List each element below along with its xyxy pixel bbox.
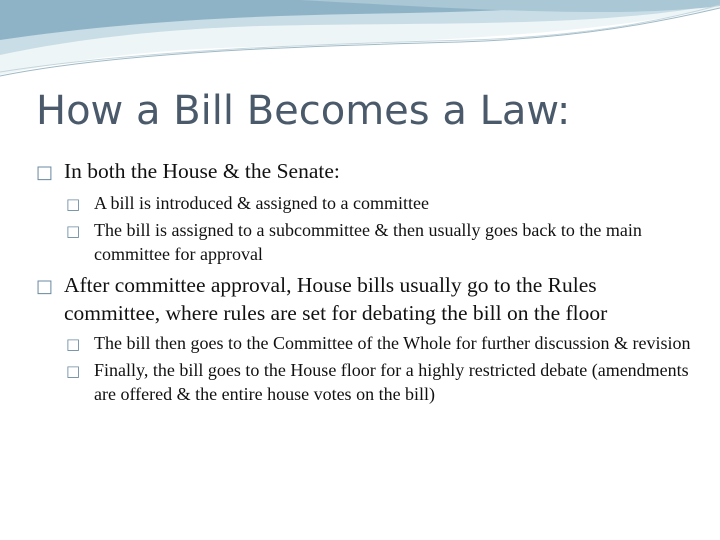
bullet-square-icon: □ — [36, 276, 54, 297]
bullet-square-icon: □ — [66, 222, 81, 240]
slide-body — [36, 158, 696, 409]
bullet-level2 — [66, 219, 696, 266]
bullet-text: After committee approval, House bills usually go to the Rules committee, where rules are set for debating the bill on the floor — [64, 273, 608, 325]
bullet-text: In both the House & the Senate: — [64, 159, 340, 183]
bullet-text: The bill is assigned to a subcommittee & then usually goes back to the main committee for approval — [94, 220, 642, 264]
bullet-level2 — [66, 192, 696, 216]
bullet-text: The bill then goes to the Committee of the Whole for further discussion & revision — [94, 333, 691, 353]
bullet-square-icon: □ — [66, 362, 81, 380]
bullet-text: Finally, the bill goes to the House floor for a highly restricted debate (amendments are offered & the entire house votes on the bill) — [94, 360, 689, 404]
bullet-level1 — [36, 272, 696, 326]
bullet-square-icon: □ — [66, 335, 81, 353]
bullet-level2 — [66, 359, 696, 406]
bullet-square-icon: □ — [66, 195, 81, 213]
bullet-text: A bill is introduced & assigned to a committee — [94, 193, 429, 213]
header-wave-decoration — [0, 0, 720, 90]
bullet-square-icon: □ — [36, 162, 54, 183]
slide-title: How a Bill Becomes a Law: — [36, 88, 571, 134]
bullet-level2 — [66, 332, 696, 356]
bullet-level1 — [36, 158, 696, 186]
